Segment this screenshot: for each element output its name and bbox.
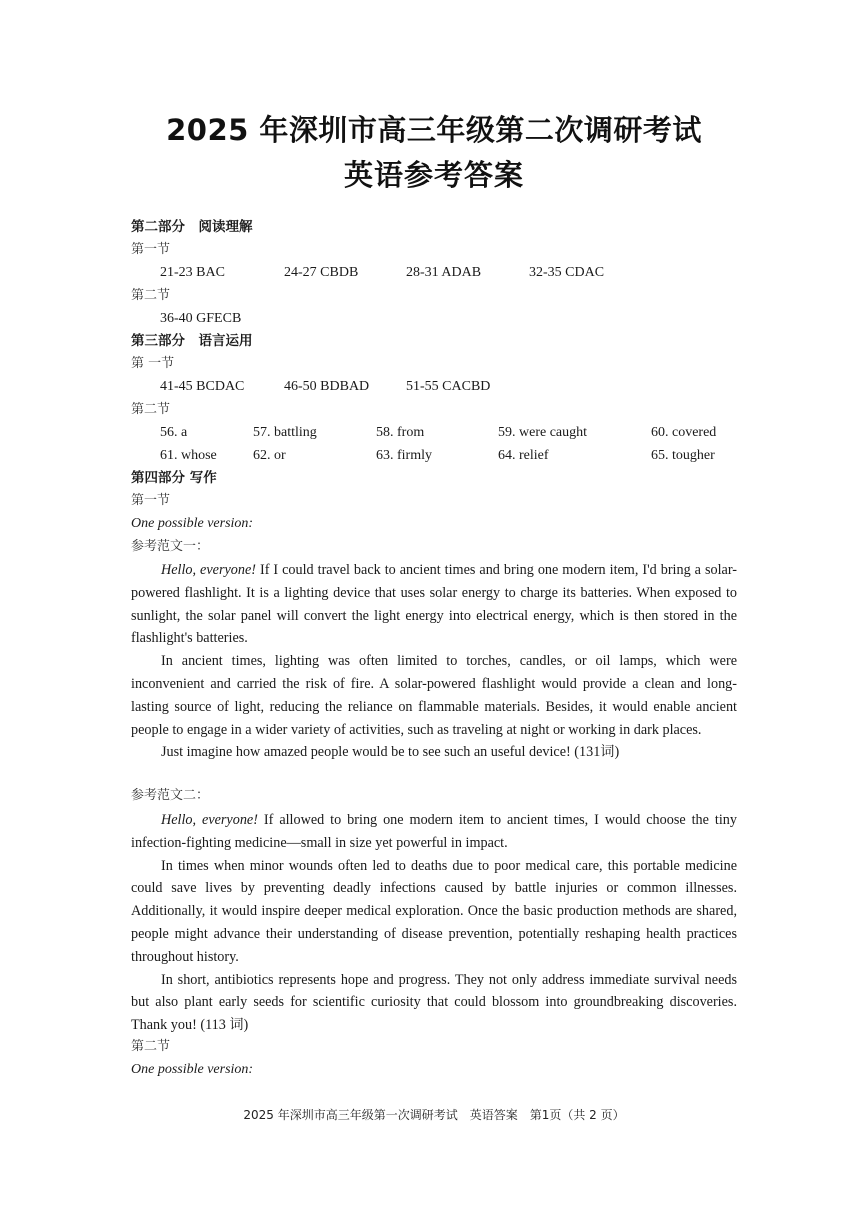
essay2 [131,809,737,1037]
essay2-greeting: Hello, everyone! [161,812,258,828]
version-label: One possible version: [131,516,254,531]
part2-heading: 第二部分 阅读理解 [131,219,253,235]
answer-group: 24-27 CBDB [284,265,359,280]
page-subtitle: 英语参考答案 [343,158,524,192]
part4-section1-label: 第一节 [131,493,171,508]
answer-group: 51-55 CACBD [406,379,491,394]
fill-answer: 58. from [376,425,425,440]
part2-section2-label: 第二节 [131,288,171,303]
essay1-paragraph: Just imagine how amazed people would be to see such an useful device! (131词) [161,744,620,761]
essay1-paragraph: In ancient times, lighting was often limited to torches, candles, or oil lamps, which were inconvenient and carried the risk of fire. A solar-powered flashlight would provide a clean and long-lasting source of light, reducing the reliance on flammable materials. Besides, it would enable ancient people to engage in a wider variety of activities, such as traveling at night or working in dark places. [131,653,737,738]
essay2-paragraph: In short, antibiotics represents hope and progress. They not only address immediate survival needs but also plant early seeds for scientific curiosity that could blossom into groundbreaking discoveries. Thank you! (113 词) [131,971,737,1034]
essay1-paragraph: Hello, everyone! If I could travel back to ancient times and bring one modern item, I'd bring a solar-powered flashlight. It is a lighting device that uses solar energy to charge its batteries. When exposed to sunlight, the solar panel will convert the light energy into electrical energy, which is then stored in the flashlight's batteries. [131,562,737,647]
fill-answer: 61. whose [160,448,217,463]
fill-answer: 65. tougher [651,448,715,463]
part3-section1-label: 第 一节 [131,356,175,371]
page-footer: 2025 年深圳市高三年级第一次调研考试 英语答案 第1页（共 2 页） [243,1108,625,1122]
version-label: One possible version: [131,1062,254,1077]
part4-section2-label: 第二节 [131,1039,171,1054]
essay2-paragraph: Hello, everyone! If allowed to bring one modern item to ancient times, I would choose the tiny infection-fighting medicine—small in size yet powerful in impact. [131,812,737,851]
essay1-label: 参考范文一： [131,539,210,554]
fill-answer: 59. were caught [498,425,588,440]
answer-group: 28-31 ADAB [406,265,482,280]
fill-answer: 63. firmly [376,448,432,463]
answer-group: 46-50 BDBAD [284,379,370,394]
fill-answer: 57. battling [253,425,317,440]
essay2-label: 参考范文二： [131,788,210,803]
essay1-greeting: Hello, everyone! [161,562,256,578]
part4-heading: 第四部分 写作 [131,470,217,486]
essay1 [131,559,737,764]
answer-group: 41-45 BCDAC [160,379,245,394]
part3-section2-label: 第二节 [131,402,171,417]
answer-group: 36-40 GFECB [160,311,242,326]
part3-heading: 第三部分 语言运用 [131,333,253,349]
fill-answer: 56. a [160,425,188,440]
page-title: 2025 年深圳市高三年级第二次调研考试 [166,113,702,147]
fill-answer: 62. or [253,448,286,463]
fill-answer: 64. relief [498,448,549,463]
answer-group: 32-35 CDAC [529,265,605,280]
part2-section1-label: 第一节 [131,242,171,257]
answer-group: 21-23 BAC [160,265,225,280]
essay2-paragraph: In times when minor wounds often led to deaths due to poor medical care, this portable medicine could save lives by preventing deadly infections caused by battle injuries or common illnesses. Additionally, it would inspire deeper medical exploration. Once the basic production methods are shared, people might advance their understanding of disease prevention, potentially reshaping health practices throughout history. [131,857,737,965]
fill-answer: 60. covered [651,425,717,440]
